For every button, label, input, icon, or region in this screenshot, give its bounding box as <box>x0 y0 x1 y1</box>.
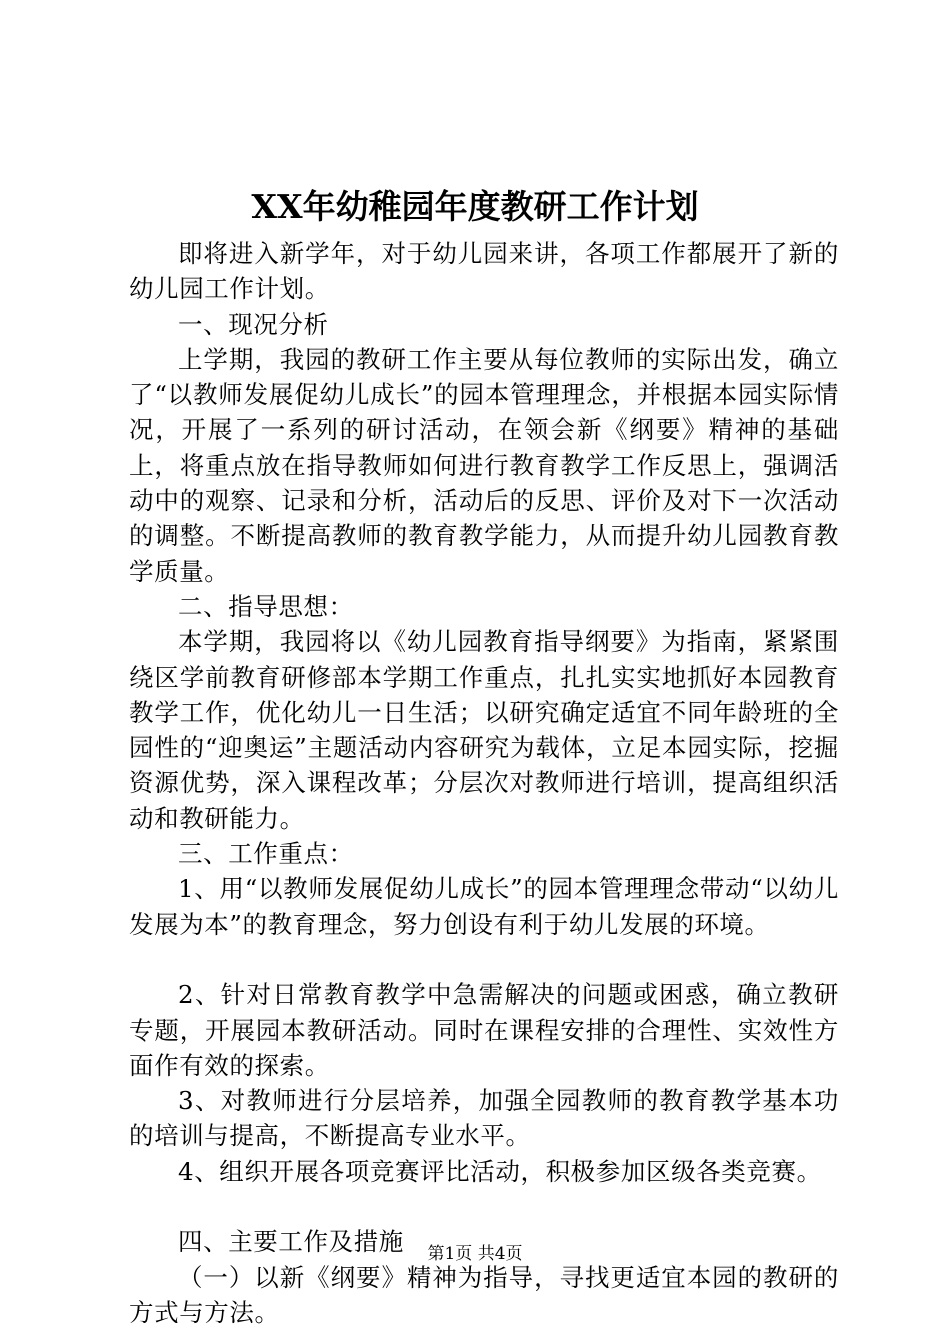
situation-paragraph: 上学期，我园的教研工作主要从每位教师的实际出发，确立了“以教师发展促幼儿成长”的园本管理理念，并根据本园实际情况，开展了一系列的研讨活动，在领会新《纲要》精神的基础上，将重点放在指导教师如何进行教育教学工作反思上，强调活动中的观察、记录和分析，活动后的反思、评价及对下一次活动的调整。不断提高教师的教育教学能力，从而提升幼儿园教育教学质量。 <box>129 344 839 586</box>
document-body <box>129 236 839 1330</box>
focus-item-3: 3、对教师进行分层培养，加强全园教师的教育教学基本功的培训与提高，不断提高专业水平。 <box>129 1086 839 1151</box>
focus-item-1: 1、用“以教师发展促幼儿成长”的园本管理理念带动“以幼儿发展为本”的教育理念，努力创设有利于幼儿发展的环境。 <box>129 874 839 939</box>
section-heading-measures: 四、主要工作及措施 <box>178 1227 404 1257</box>
intro-paragraph: 即将进入新学年，对于幼儿园来讲，各项工作都展开了新的幼儿园工作计划。 <box>129 239 839 304</box>
page-footer: 第1页 共4页 <box>427 1244 523 1264</box>
guidance-paragraph: 本学期，我园将以《幼儿园教育指导纲要》为指南，紧紧围绕区学前教育研修部本学期工作重点，扎扎实实地抓好本园教育教学工作，优化幼儿一日生活；以研究确定适宜不同年龄班的全园性的“迎奥运”主题活动内容研究为载体，立足本园实际，挖掘资源优势，深入课程改革；分层次对教师进行培训，提高组织活动和教研能力。 <box>129 627 839 833</box>
document-title: XX年幼稚园年度教研工作计划 <box>251 187 699 226</box>
focus-item-2: 2、针对日常教育教学中急需解决的问题或困惑，确立教研专题，开展园本教研活动。同时在课程安排的合理性、实效性方面作有效的探索。 <box>129 980 839 1080</box>
section-heading-guidance: 二、指导思想： <box>178 591 354 621</box>
focus-item-4: 4、组织开展各项竞赛评比活动，积极参加区级各类竞赛。 <box>178 1156 822 1186</box>
measures-item-1: （一）以新《纲要》精神为指导，寻找更适宜本园的教研的方式与方法。 <box>129 1262 839 1327</box>
section-heading-situation: 一、现况分析 <box>178 309 329 339</box>
section-heading-focus: 三、工作重点： <box>178 839 354 869</box>
